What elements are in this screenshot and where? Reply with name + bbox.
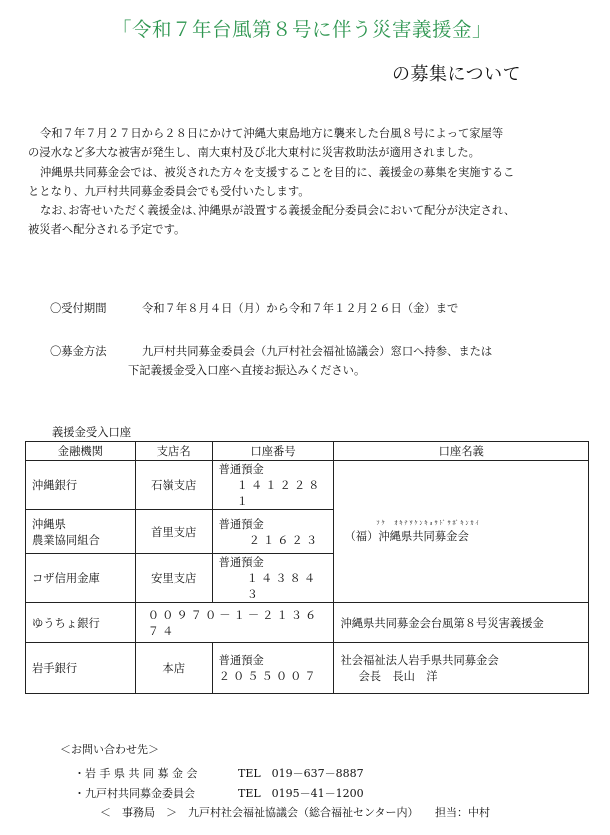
table-row [26,603,589,643]
table-row [26,643,589,694]
page-title: 「令和７年台風第８号に伴う災害義援金」 [112,18,493,41]
account-holder: 会長 長山 洋 [358,670,438,683]
branch-name: 本店 [135,643,212,694]
account-number-cell [212,643,334,694]
account-number: ００９７０－１－２１３６７４ [135,603,334,643]
account-number: １４３８４３ [246,572,319,601]
account-name: 社会福祉法人岩手県共同募金会 [340,654,499,667]
bank-name-line-2: 農業協同組合 [32,533,100,547]
paragraph-3-line-2: 被災者へ配分される予定です。 [28,223,186,236]
period-value: 令和７年８月４日（月）から令和７年１２月２６日（金）まで [142,302,459,315]
branch-name: 安里支店 [135,554,212,603]
account-number-cell [212,554,334,603]
account-table [25,441,589,694]
contact-tel-2: TEL 0195－41－1200 [238,787,364,800]
branch-name: 石嶺支店 [135,461,212,510]
account-name: （福）沖縄県共同募金会 [344,529,469,543]
account-kind: 普通預金 [218,463,264,476]
method-line-1: 九戸村共同募金委員会（九戸村社会福祉協議会）窓口へ持参、または [142,345,493,358]
header-account-number: 口座番号 [212,442,334,461]
paragraph-1-line-1: 令和７年７月２７日から２８日にかけて沖縄大東島地方に襲来した台風８号によって家屋等 [40,127,504,140]
account-kind: 普通預金 [218,654,264,667]
bank-name-cell [26,510,136,554]
account-kind: 普通預金 [218,517,264,531]
account-kind: 普通預金 [218,556,264,569]
method-line-2: 下記義援金受入口座へ直接お振込みください。 [128,364,366,377]
paragraph-3-line-1: なお､お寄せいただく義援金は､沖縄県が設置する義援金配分委員会において配分が決定され、 [40,204,516,217]
bank-name: 岩手銀行 [26,643,136,694]
contact-office: ＜ 事務局 ＞ 九戸村社会福祉協議会（総合福祉センター内） 担当：中村 [100,806,491,819]
account-name-cell [334,461,589,603]
contact-org-1: ・岩 手 県 共 同 募 金 会 [74,767,198,780]
bank-name: コザ信用金庫 [26,554,136,603]
account-number-cell [212,510,334,554]
paragraph-1-line-2: の浸水など多大な被害が発生し、南大東村及び北大東村に災害救助法が適用されました。 [28,146,480,159]
account-number-cell [212,461,334,510]
header-bank: 金融機関 [26,442,136,461]
account-name-ruby: ﾌｸ ｵｷﾅﾜｹﾝｷｮｳﾄﾞｳﾎﾞｷﾝｶｲ [376,519,481,527]
account-number: ２０５５００７ [218,670,319,683]
table-row [26,461,589,510]
header-account-name: 口座名義 [334,442,589,461]
account-name-cell [334,643,589,694]
bank-name: 沖縄県 [32,517,66,531]
table-caption: 義援金受入口座 [52,426,132,439]
account-number: １４１２２８１ [236,479,323,508]
bank-name: 沖縄銀行 [26,461,136,510]
header-branch: 支店名 [135,442,212,461]
contact-tel-1: TEL 019－637－8887 [238,767,364,780]
page-subtitle: の募集について [392,64,522,85]
paragraph-2-line-2: ととなり、九戸村共同募金委員会でも受付いたします。 [28,185,310,198]
branch-name: 首里支店 [135,510,212,554]
contact-org-2: ・九戸村共同募金委員会 [74,787,195,800]
account-number: ２１６２３ [248,533,321,547]
period-label: 〇受付期間 [50,302,107,315]
contact-heading: ＜お問い合わせ先＞ [60,743,159,756]
method-label: 〇募金方法 [50,345,107,358]
account-name: 沖縄県共同募金会台風第８号災害義援金 [334,603,589,643]
table-header-row [26,442,589,461]
paragraph-2-line-1: 沖縄県共同募金会では、被災された方々を支援することを目的に、義援金の募集を実施するこ [40,166,515,179]
bank-name: ゆうちょ銀行 [26,603,136,643]
